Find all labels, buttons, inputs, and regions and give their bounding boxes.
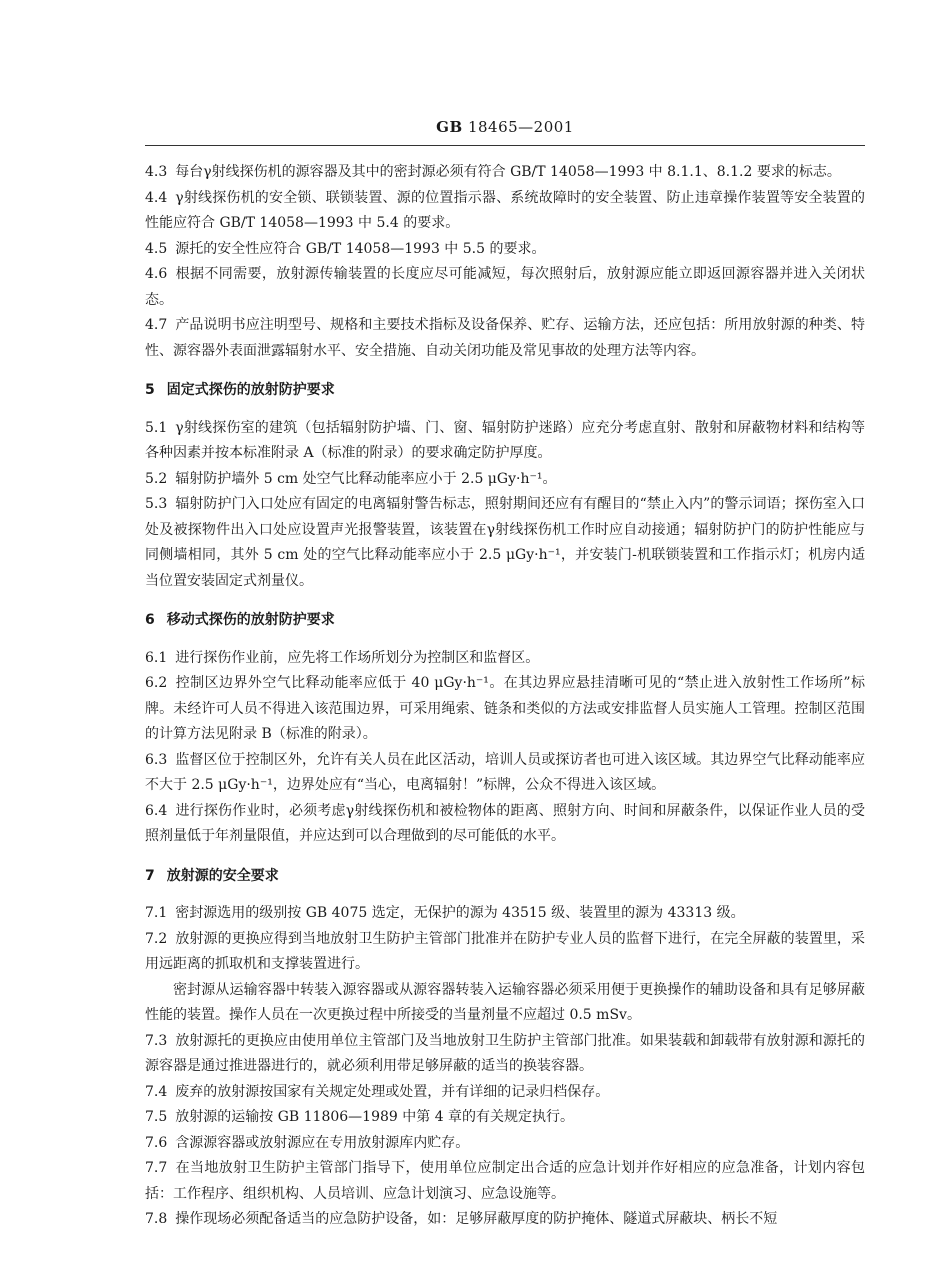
section-title: 移动式探伤的放射防护要求 (166, 612, 335, 628)
clause-text: γ射线探伤室的建筑（包括辐射防护墙、门、窗、辐射防护迷路）应充分考虑直射、散射和屏蔽物材料和结构等各种因素并按本标准附录 A（标准的附录）的要求确定防护厚度。 (145, 419, 865, 461)
clause-number: 4.3 (145, 164, 168, 180)
clause-number: 7.2 (145, 930, 168, 947)
clause-paragraph (145, 186, 865, 237)
clause-paragraph (145, 901, 865, 927)
clause-number: 7.1 (145, 905, 168, 921)
clause-paragraph (145, 927, 865, 978)
clause-number: 7.5 (145, 1109, 168, 1125)
clause-paragraph (145, 492, 865, 594)
clause-text: 监督区位于控制区外，允许有关人员在此区活动，培训人员或探访者也可进入该区域。其边界空气比释动能率应不大于 2.5 μGy·h⁻¹，边界处应有“当心，电离辐射！”标牌，公众不得进入该区域。 (145, 751, 865, 793)
clause-number: 5.3 (145, 496, 168, 512)
clause-number: 5.2 (145, 470, 168, 487)
clause-number: 4.4 (145, 189, 168, 206)
clause-text: 放射源的运输按 GB 11806—1989 中第 4 章的有关规定执行。 (175, 1109, 575, 1125)
clause-text: 密封源从运输容器中转装入源容器或从源容器转装入运输容器必须采用便于更换操作的辅助设备和具有足够屏蔽性能的装置。操作人员在一次更换过程中所接受的当量剂量不应超过 0.5 mSv。 (145, 981, 865, 1023)
clause-number: 4.7 (145, 317, 168, 333)
clause-text: 源托的安全性应符合 GB/T 14058—1993 中 5.5 的要求。 (175, 240, 546, 257)
clause-paragraph (145, 1080, 865, 1106)
header-rule (145, 145, 865, 146)
standard-code: 18465—2001 (467, 118, 574, 136)
clause-paragraph (145, 1029, 865, 1080)
clause-text: 操作现场必须配备适当的应急防护设备，如：足够屏蔽厚度的防护掩体、隧道式屏蔽块、柄长不短 (175, 1211, 778, 1227)
clause-number: 7.7 (145, 1160, 168, 1176)
clause-text: 在当地放射卫生防护主管部门指导下，使用单位应制定出合适的应急计划并作好相应的应急准备，计划内容包括：工作程序、组织机构、人员培训、应急计划演习、应急设施等。 (145, 1160, 865, 1202)
clause-text: 控制区边界外空气比释动能率应低于 40 μGy·h⁻¹。在其边界应悬挂清晰可见的“禁止进入放射性工作场所”标牌。未经许可人员不得进入该范围边界，可采用绳索、链条和类似的方法或安排监督人员实施人工管理。控制区范围的计算方法见附录 B（标准的附录）。 (145, 675, 865, 742)
clause-paragraph (145, 978, 865, 1029)
clause-paragraph (145, 646, 865, 672)
clause-paragraph (145, 262, 865, 313)
clause-number: 7.6 (145, 1134, 168, 1151)
section-heading (145, 864, 865, 890)
clause-number: 7.8 (145, 1211, 168, 1227)
section-number: 7 (145, 867, 155, 884)
clause-number: 6.4 (145, 802, 168, 819)
clause-paragraph (145, 467, 865, 493)
clause-text: 辐射防护墙外 5 cm 处空气比释动能率应小于 2.5 μGy·h⁻¹。 (175, 470, 557, 487)
clause-text: 进行探伤作业时，必须考虑γ射线探伤机和被检物体的距离、照射方向、时间和屏蔽条件，以保证作业人员的受照剂量低于年剂量限值，并应达到可以合理做到的尽可能低的水平。 (145, 802, 865, 844)
section-number: 6 (145, 612, 155, 628)
clause-paragraph (145, 671, 865, 748)
clause-number: 5.1 (145, 419, 168, 436)
clause-paragraph (145, 1207, 865, 1233)
clause-text: 进行探伤作业前，应先将工作场所划分为控制区和监督区。 (175, 649, 540, 666)
clause-number: 7.3 (145, 1032, 168, 1049)
page-header (145, 118, 865, 136)
standard-prefix: GB (436, 118, 463, 136)
clause-text: 每台γ射线探伤机的源容器及其中的密封源必须有符合 GB/T 14058—1993 中 8.1.1、8.1.2 要求的标志。 (175, 164, 841, 180)
clause-number: 7.4 (145, 1083, 168, 1100)
clause-paragraph (145, 799, 865, 850)
clause-text: 密封源选用的级别按 GB 4075 选定，无保护的源为 43515 级、装置里的源为 43313 级。 (175, 905, 745, 921)
clause-text: 废弃的放射源按国家有关规定处理或处置，并有详细的记录归档保存。 (175, 1083, 610, 1100)
clause-text: 辐射防护门入口处应有固定的电离辐射警告标志，照射期间还应有有醒目的“禁止入内”的警示词语；探伤室入口处及被探物件出入口处应设置声光报警装置，该装置在γ射线探伤机工作时应自动接通；辐射防护门的防护性能应与同侧墙相同，其外 5 cm 处的空气比释动能率应小于 2.5 μGy·h⁻¹，并安装门-机联锁装置和工作指示灯；机房内适当位置安装固定式剂量仪。 (145, 496, 865, 589)
clause-number: 6.3 (145, 751, 168, 768)
section-heading (145, 378, 865, 404)
clause-text: γ射线探伤机的安全锁、联锁装置、源的位置指示器、系统故障时的安全装置、防止违章操作装置等安全装置的性能应符合 GB/T 14058—1993 中 5.4 的要求。 (145, 189, 865, 231)
clause-text: 产品说明书应注明型号、规格和主要技术指标及设备保养、贮存、运输方法，还应包括：所用放射源的种类、特性、源容器外表面泄露辐射水平、安全措施、自动关闭功能及常见事故的处理方法等内容。 (145, 317, 865, 359)
clause-text: 放射源托的更换应由使用单位主管部门及当地放射卫生防护主管部门批准。如果装载和卸载带有放射源和源托的源容器是通过推进器进行的，就必须利用带足够屏蔽的适当的换装容器。 (145, 1032, 865, 1074)
clause-paragraph (145, 1131, 865, 1157)
section-heading (145, 608, 865, 634)
clause-paragraph (145, 313, 865, 364)
clause-paragraph (145, 237, 865, 263)
clause-text: 放射源的更换应得到当地放射卫生防护主管部门批准并在防护专业人员的监督下进行，在完全屏蔽的装置里，采用远距离的抓取机和支撑装置进行。 (145, 930, 865, 972)
clause-text: 根据不同需要，放射源传输装置的长度应尽可能减短，每次照射后，放射源应能立即返回源容器并进入关闭状态。 (145, 266, 865, 308)
clause-text: 含源源容器或放射源应在专用放射源库内贮存。 (175, 1134, 470, 1151)
clause-paragraph (145, 1105, 865, 1131)
section-title: 固定式探伤的放射防护要求 (166, 382, 335, 398)
clause-paragraph (145, 160, 865, 186)
clause-paragraph (145, 1156, 865, 1207)
section-number: 5 (145, 382, 155, 398)
document-body (145, 160, 865, 1233)
clause-paragraph (145, 748, 865, 799)
clause-paragraph (145, 416, 865, 467)
section-title: 放射源的安全要求 (166, 867, 279, 884)
clause-number: 4.6 (145, 266, 168, 282)
clause-number: 6.2 (145, 675, 168, 691)
clause-number: 6.1 (145, 649, 168, 666)
clause-number: 4.5 (145, 240, 168, 257)
